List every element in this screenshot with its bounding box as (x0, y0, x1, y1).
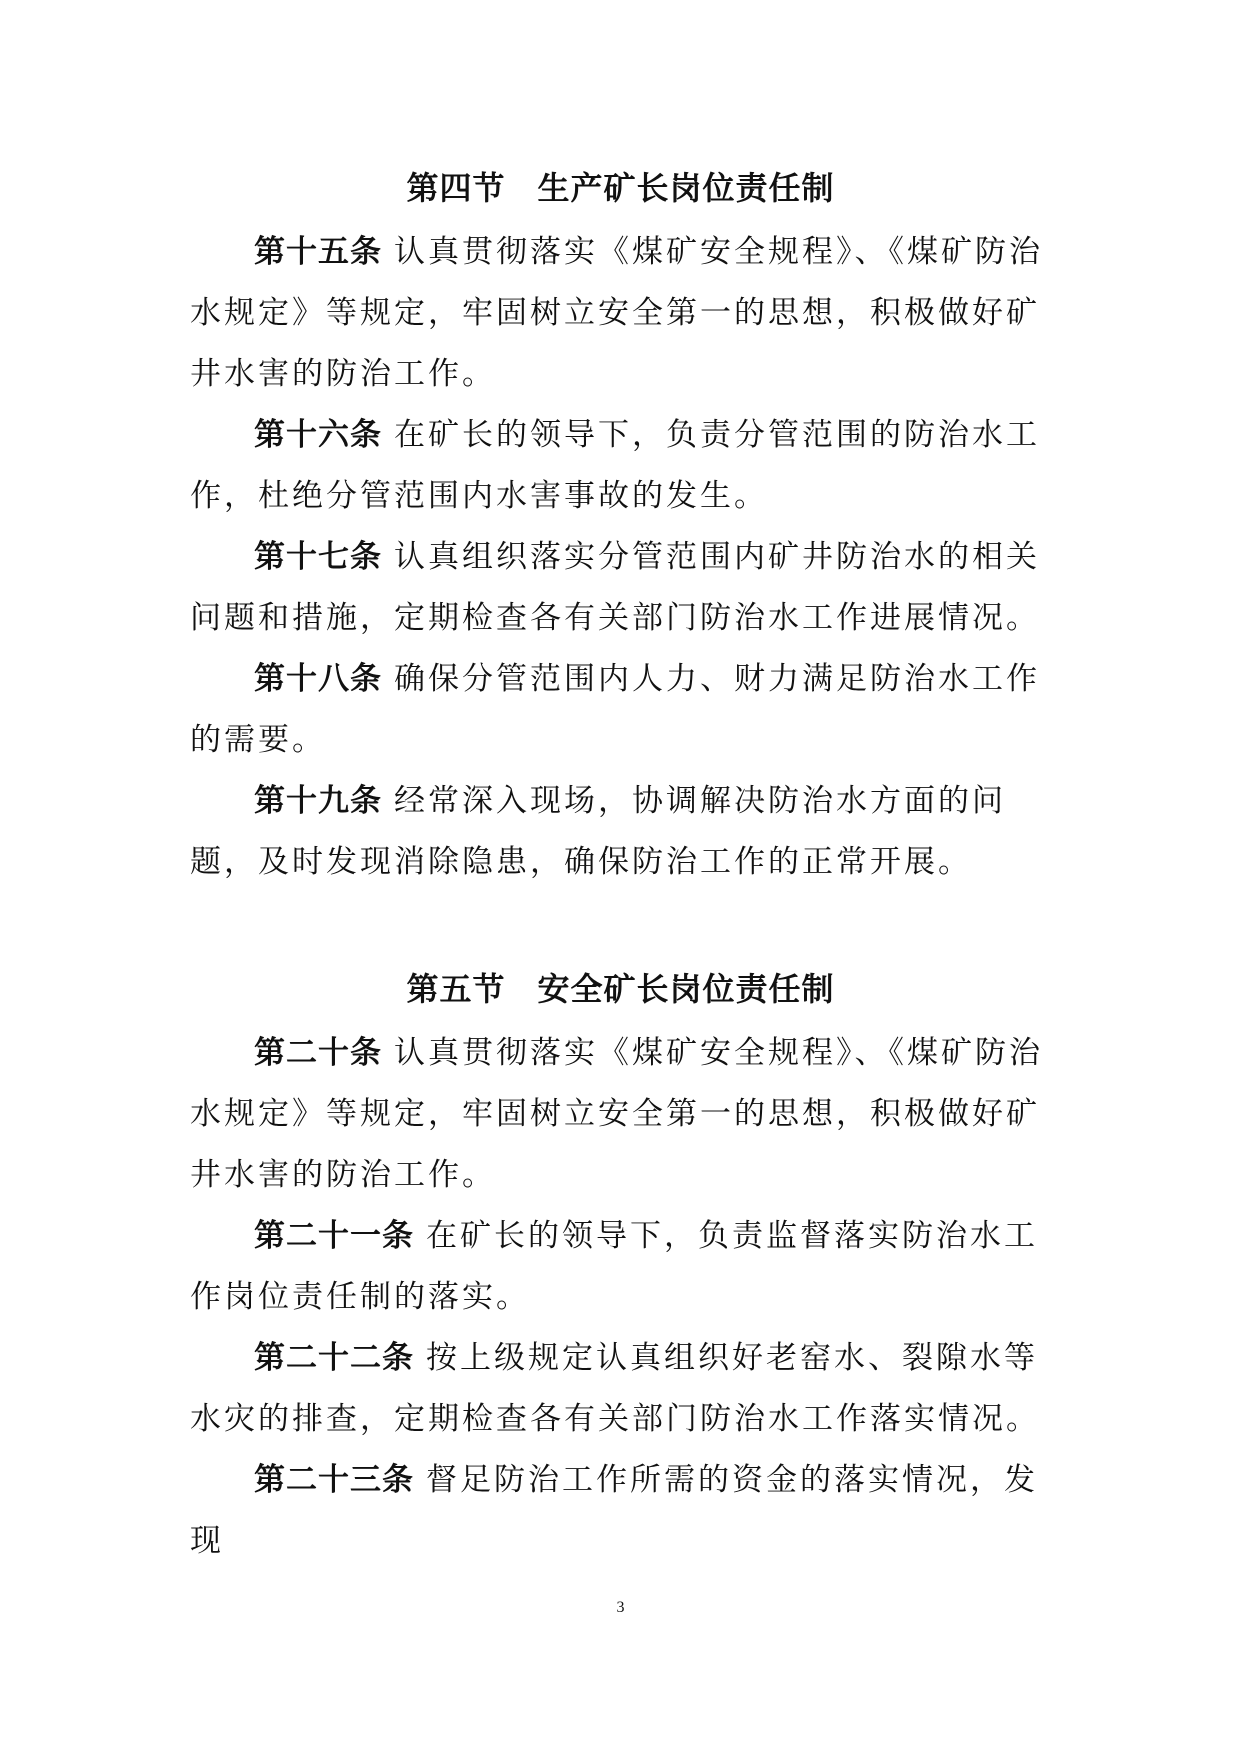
article-17 (190, 527, 1052, 649)
article-label: 第十九条 (254, 783, 382, 819)
article-text: 确保分管范围内人力、财力满足防治水工作的需要。 (190, 661, 1040, 758)
article-label: 第二十二条 (254, 1340, 414, 1376)
article-16 (190, 405, 1052, 527)
article-19 (190, 771, 1052, 893)
section-heading-4 (0, 168, 1241, 208)
article-label: 第十五条 (254, 234, 382, 270)
section-title: 安全矿长岗位责任制 (537, 970, 835, 1008)
article-20 (190, 1023, 1052, 1206)
section-heading-5 (0, 969, 1241, 1009)
article-18 (190, 649, 1052, 771)
article-text: 督足防治工作所需的资金的落实情况，发现 (190, 1462, 1038, 1559)
article-label: 第二十三条 (254, 1462, 414, 1498)
article-text: 认真贯彻落实《煤矿安全规程》、《煤矿防治水规定》等规定，牢固树立安全第一的思想，积极做好矿井水害的防治工作。 (190, 234, 1043, 392)
article-text: 经常深入现场，协调解决防治水方面的问题，及时发现消除隐患，确保防治工作的正常开展。 (190, 783, 1006, 880)
article-text: 认真贯彻落实《煤矿安全规程》、《煤矿防治水规定》等规定，牢固树立安全第一的思想，积极做好矿井水害的防治工作。 (190, 1035, 1043, 1193)
section-number: 第五节 (406, 970, 506, 1008)
article-label: 第二十条 (254, 1035, 382, 1071)
article-text: 在矿长的领导下，负责监督落实防治水工作岗位责任制的落实。 (190, 1218, 1038, 1315)
article-label: 第十六条 (254, 417, 382, 453)
article-15 (190, 222, 1052, 405)
article-label: 第十八条 (254, 661, 382, 697)
article-label: 第十七条 (254, 539, 382, 575)
article-text: 在矿长的领导下，负责分管范围的防治水工作，杜绝分管范围内水害事故的发生。 (190, 417, 1040, 514)
article-text: 按上级规定认真组织好老窑水、裂隙水等水灾的排查，定期检查各有关部门防治水工作落实情况。 (190, 1340, 1040, 1437)
section-title: 生产矿长岗位责任制 (537, 169, 835, 207)
article-21 (190, 1206, 1052, 1328)
section-number: 第四节 (406, 169, 506, 207)
article-22 (190, 1328, 1052, 1450)
page-number: 3 (616, 1599, 625, 1616)
article-text: 认真组织落实分管范围内矿井防治水的相关问题和措施，定期检查各有关部门防治水工作进展情况。 (190, 539, 1040, 636)
article-label: 第二十一条 (254, 1218, 414, 1254)
article-23 (190, 1450, 1052, 1572)
